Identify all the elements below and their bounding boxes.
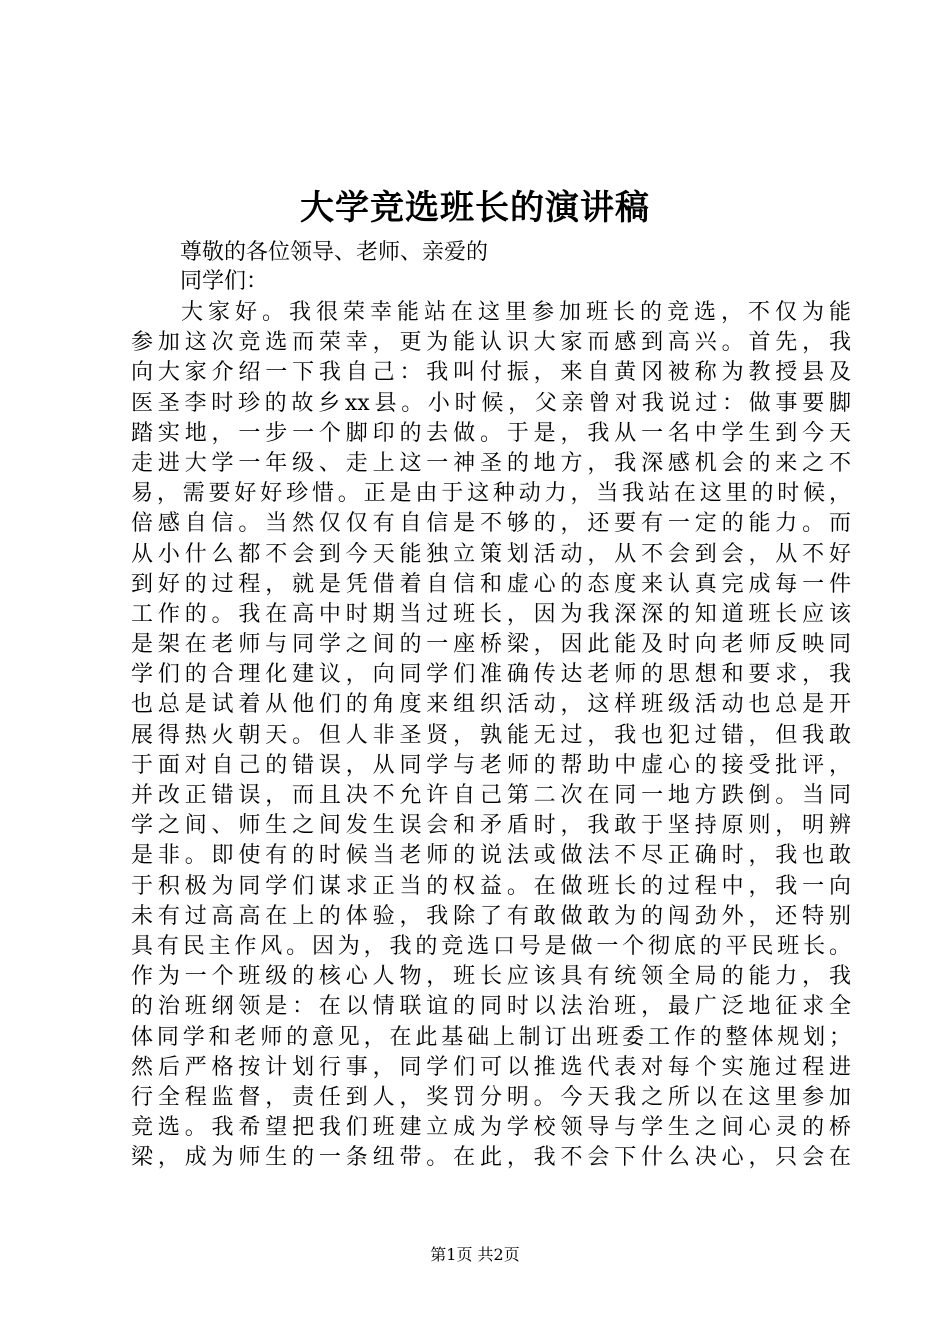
body-line: 展得热火朝天。但人非圣贤，孰能无过，我也犯过错，但我敢 — [131, 722, 851, 748]
body-paragraph — [131, 298, 851, 1173]
body-line: 走进大学一年级、走上这一神圣的地方，我深感机会的来之不 — [131, 450, 851, 476]
body-line: 医圣李时珍的故乡xx县。小时候，父亲曾对我说过：做事要脚 — [131, 390, 851, 416]
body-line: 体同学和老师的意见，在此基础上制订出班委工作的整体规划； — [131, 1024, 851, 1050]
body-line: 也总是试着从他们的角度来组织活动，这样班级活动也总是开 — [131, 692, 851, 718]
page-footer: 第1页 共2页 — [430, 1245, 520, 1264]
body-line: 从小什么都不会到今天能独立策划活动，从不会到会，从不好 — [131, 541, 851, 567]
body-line: 向大家介绍一下我自己：我叫付振，来自黄冈被称为教授县及 — [131, 360, 851, 386]
body-line: 到好的过程，就是凭借着自信和虚心的态度来认真完成每一件 — [131, 571, 851, 597]
body-line: 踏实地，一步一个脚印的去做。于是，我从一名中学生到今天 — [131, 420, 851, 446]
body-line: 的治班纲领是：在以情联谊的同时以法治班，最广泛地征求全 — [131, 994, 851, 1020]
salutation-line-1: 尊敬的各位领导、老师、亲爱的 — [180, 240, 489, 265]
body-line: 是非。即使有的时候当老师的说法或做法不尽正确时，我也敢 — [131, 843, 851, 869]
body-line: 工作的。我在高中时期当过班长，因为我深深的知道班长应该 — [131, 601, 851, 627]
body-line: 参加这次竞选而荣幸，更为能认识大家而感到高兴。首先，我 — [131, 330, 851, 356]
body-line: 学们的合理化建议，向同学们准确传达老师的思想和要求，我 — [131, 662, 851, 688]
body-line: 于积极为同学们谋求正当的权益。在做班长的过程中，我一向 — [131, 873, 851, 899]
document-title: 大学竞选班长的演讲稿 — [300, 188, 650, 228]
body-line: 易，需要好好珍惜。正是由于这种动力，当我站在这里的时候， — [131, 481, 851, 507]
body-line: 作为一个班级的核心人物，班长应该具有统领全局的能力，我 — [131, 964, 851, 990]
body-line: 未有过高高在上的体验，我除了有敢做敢为的闯劲外，还特别 — [131, 903, 851, 929]
body-line: 行全程监督，责任到人，奖罚分明。今天我之所以在这里参加 — [131, 1084, 851, 1110]
body-line: 然后严格按计划行事，同学们可以推选代表对每个实施过程进 — [131, 1054, 851, 1080]
body-line: 是架在老师与同学之间的一座桥梁，因此能及时向老师反映同 — [131, 632, 851, 658]
body-line: 具有民主作风。因为，我的竞选口号是做一个彻底的平民班长。 — [131, 933, 851, 959]
body-line: 学之间、师生之间发生误会和矛盾时，我敢于坚持原则，明辨 — [131, 813, 851, 839]
body-line: 倍感自信。当然仅仅有自信是不够的，还要有一定的能力。而 — [131, 511, 851, 537]
salutation-line-2: 同学们： — [180, 269, 269, 294]
body-line: 竞选。我希望把我们班建立成为学校领导与学生之间心灵的桥 — [131, 1115, 851, 1141]
body-line: 于面对自己的错误，从同学与老师的帮助中虚心的接受批评， — [131, 752, 851, 778]
body-line: 大家好。我很荣幸能站在这里参加班长的竞选，不仅为能 — [181, 300, 851, 325]
body-line: 并改正错误，而且决不允许自己第二次在同一地方跌倒。当同 — [131, 783, 851, 808]
body-line: 梁，成为师生的一条纽带。在此，我不会下什么决心，只会在 — [131, 1145, 851, 1171]
